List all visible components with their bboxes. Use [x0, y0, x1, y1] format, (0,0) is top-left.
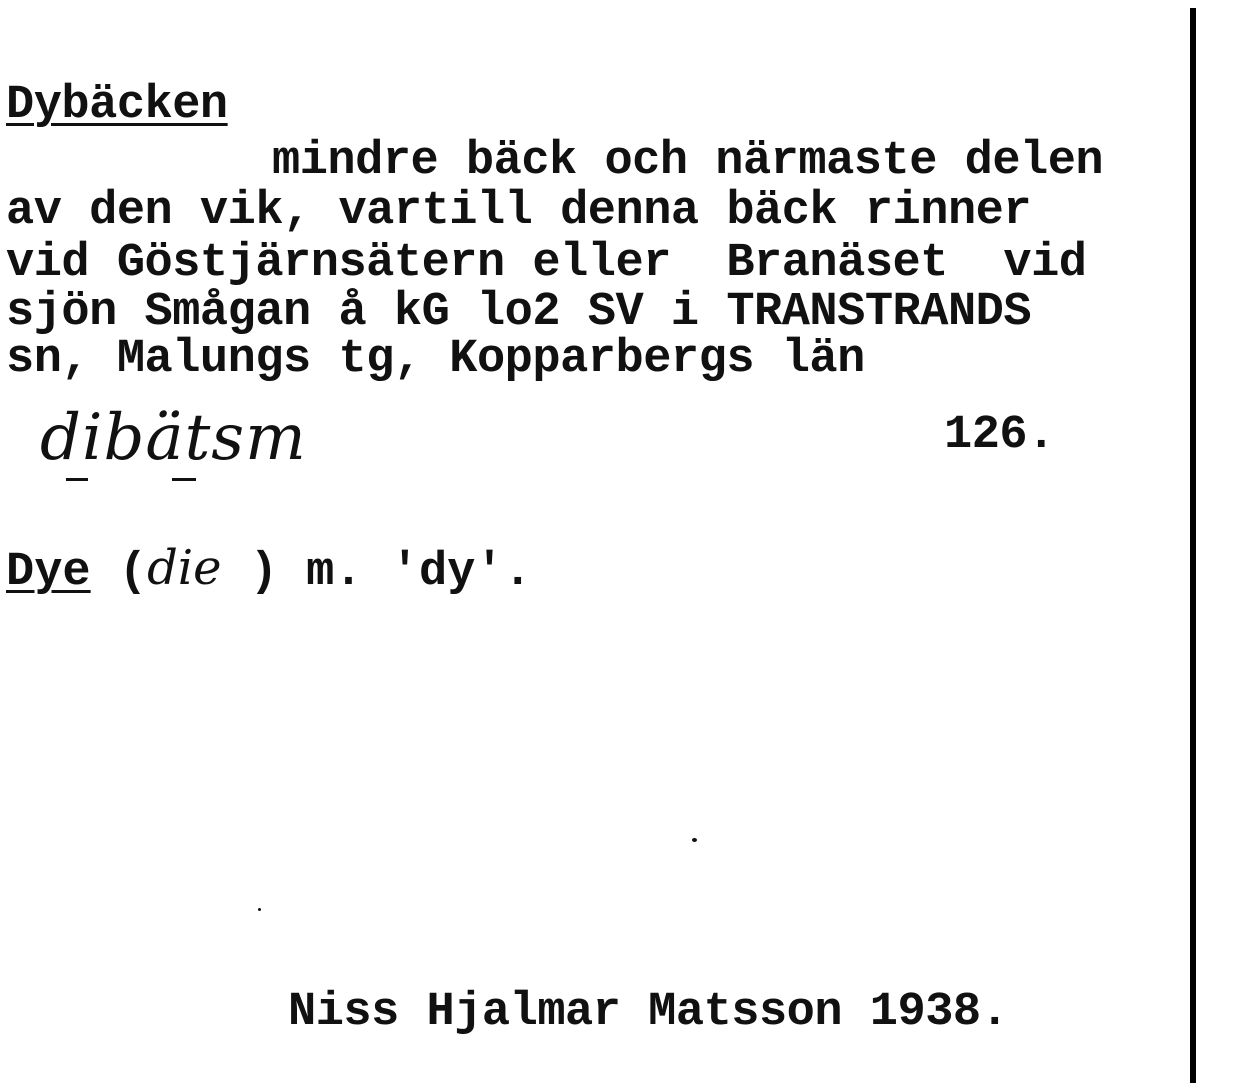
- page-number: 126.: [944, 409, 1055, 462]
- pronunciation-length-marks: [62, 478, 212, 484]
- second-entry-gloss: ) m. ′dy′.: [221, 546, 532, 599]
- signature-line: Niss Hjalmar Matsson 1938.: [288, 986, 1009, 1039]
- second-entry-pronunciation: die: [147, 540, 222, 596]
- headword: Dybäcken: [6, 79, 228, 132]
- second-entry-headword: Dye: [6, 546, 91, 599]
- definition-line: sn, Malungs tg, Kopparbergs län: [6, 333, 865, 386]
- handwritten-pronunciation: dibätsm: [40, 401, 307, 475]
- definition-line: sjön Smågan å kG lo2 SV i TRANSTRANDS: [6, 286, 1032, 339]
- open-paren: (: [118, 546, 148, 599]
- ink-speck: [258, 908, 261, 911]
- definition-line: vid Göstjärnsätern eller Branäset vid: [6, 237, 1087, 290]
- ink-speck: [692, 838, 697, 842]
- definition-line: mindre bäck och närmaste delen: [272, 135, 1104, 188]
- definition-line: av den vik, vartill denna bäck rinner: [6, 185, 1032, 238]
- second-entry: [6, 540, 532, 601]
- card-edge-line: [1190, 8, 1196, 1083]
